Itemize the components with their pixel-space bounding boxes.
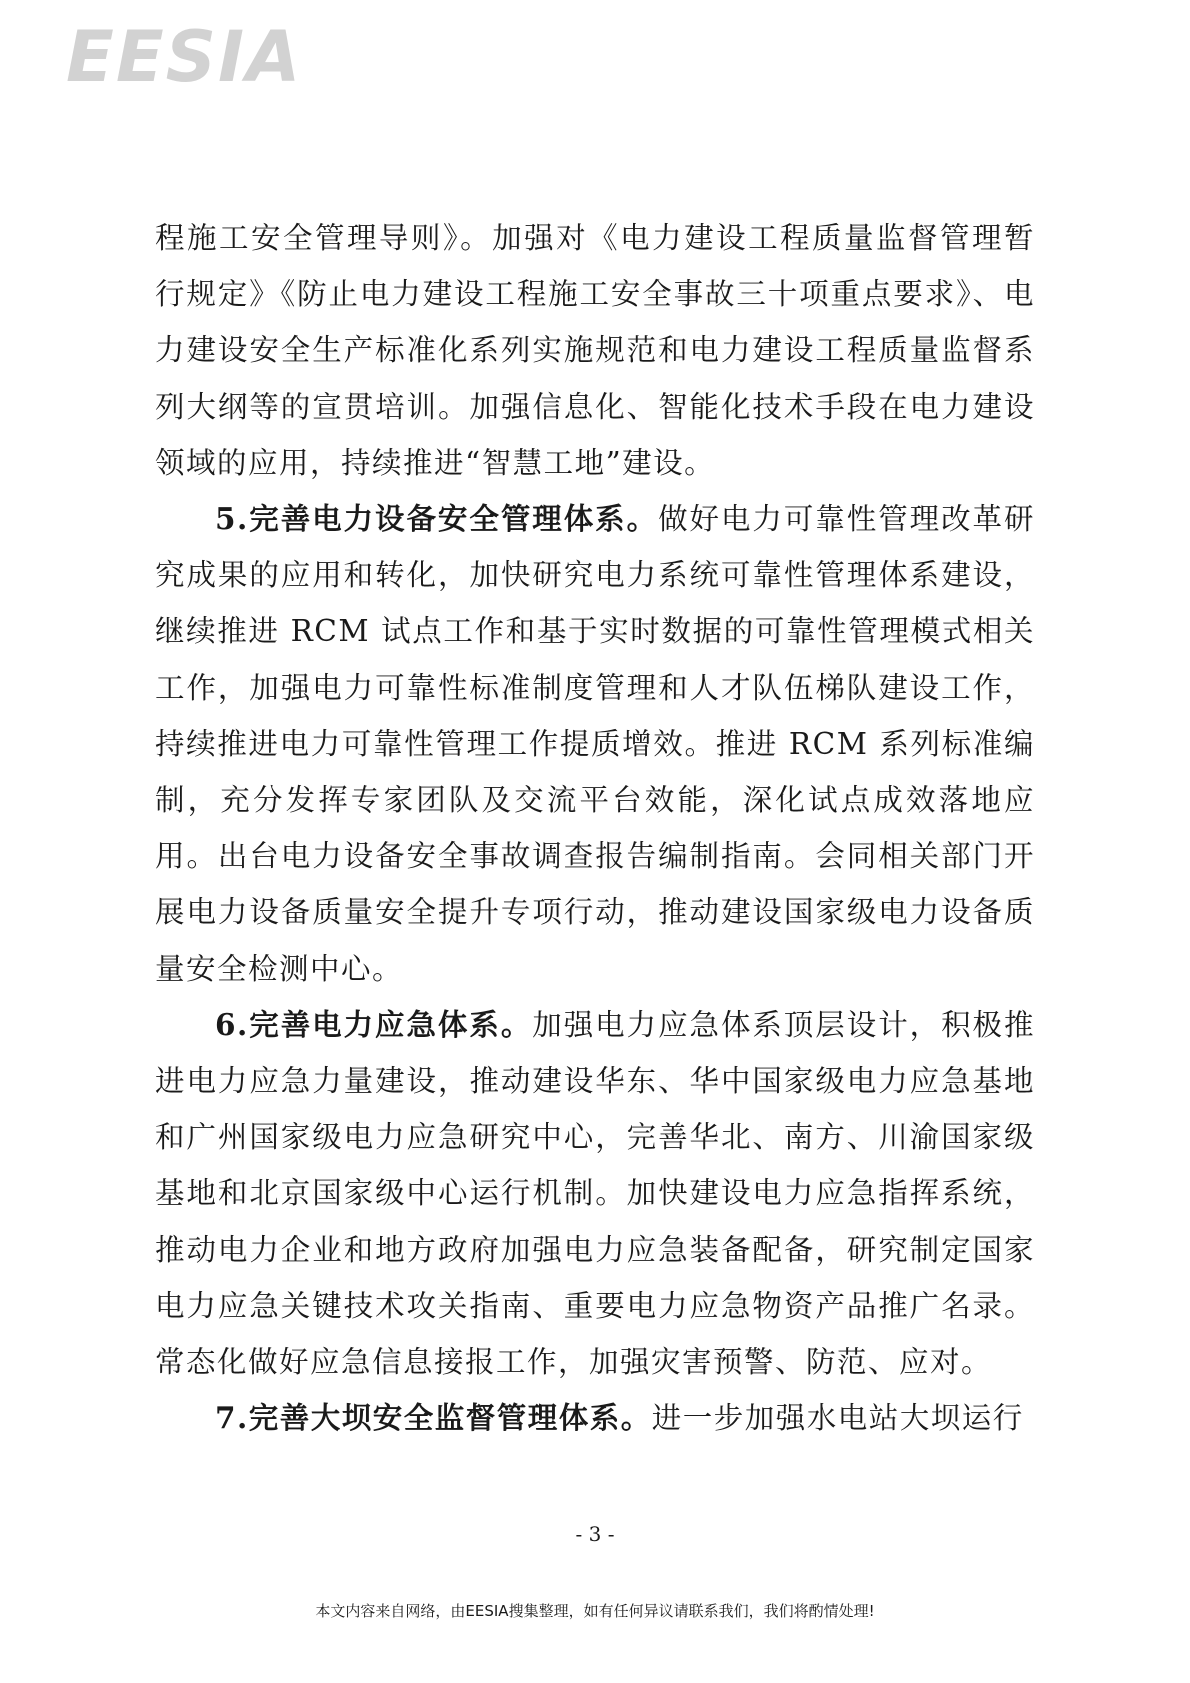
paragraph: [155, 997, 1035, 1390]
paragraph-text: 程施工安全管理导则》。加强对《电力建设工程质量监督管理暂行规定》《防止电力建设工程施工安全事故三十项重点要求》、电力建设安全生产标准化系列实施规范和电力建设工程质量监督系列大纲等的宣贯培训。加强信息化、智能化技术手段在电力建设领域的应用，持续推进“智慧工地”建设。: [155, 221, 1035, 480]
footer-note: 本文内容来自网络，由EESIA搜集整理，如有任何异议请联系我们，我们将酌情处理!: [315, 1602, 875, 1620]
paragraph-text: 进一步加强水电站大坝运行: [651, 1401, 1024, 1436]
paragraph: [155, 1390, 1035, 1446]
paragraph: [155, 210, 1035, 491]
document-body: [155, 210, 1035, 1446]
paragraph: [155, 491, 1035, 997]
paragraph-heading: 5.完善电力设备安全管理体系。: [215, 501, 659, 537]
paragraph-heading: 7.完善大坝安全监督管理体系。: [215, 1400, 652, 1436]
paragraph-text: 加强电力应急体系顶层设计，积极推进电力应急力量建设，推动建设华东、华中国家级电力应急基地和广州国家级电力应急研究中心，完善华北、南方、川渝国家级基地和北京国家级中心运行机制。加快建设电力应急指挥系统，推动电力企业和地方政府加强电力应急装备配备，研究制定国家电力应急关键技术攻关指南、重要电力应急物资产品推广名录。常态化做好应急信息接报工作，加强灾害预警、防范、应对。: [155, 1007, 1035, 1380]
eesia-logo: EESIA: [66, 16, 303, 98]
paragraph-heading: 6.完善电力应急体系。: [215, 1006, 533, 1042]
paragraph-text: 做好电力可靠性管理改革研究成果的应用和转化，加快研究电力系统可靠性管理体系建设，继续推进 RCM 试点工作和基于实时数据的可靠性管理模式相关工作，加强电力可靠性标准制度管理和人才队伍梯队建设工作，持续推进电力可靠性管理工作提质增效。推进 RCM 系列标准编制，充分发挥专家团队及交流平台效能，深化试点成效落地应用。出台电力设备安全事故调查报告编制指南。会同相关部门开展电力设备质量安全提升专项行动，推动建设国家级电力设备质量安全检测中心。: [155, 502, 1035, 986]
page-number: - 3 -: [575, 1522, 615, 1546]
